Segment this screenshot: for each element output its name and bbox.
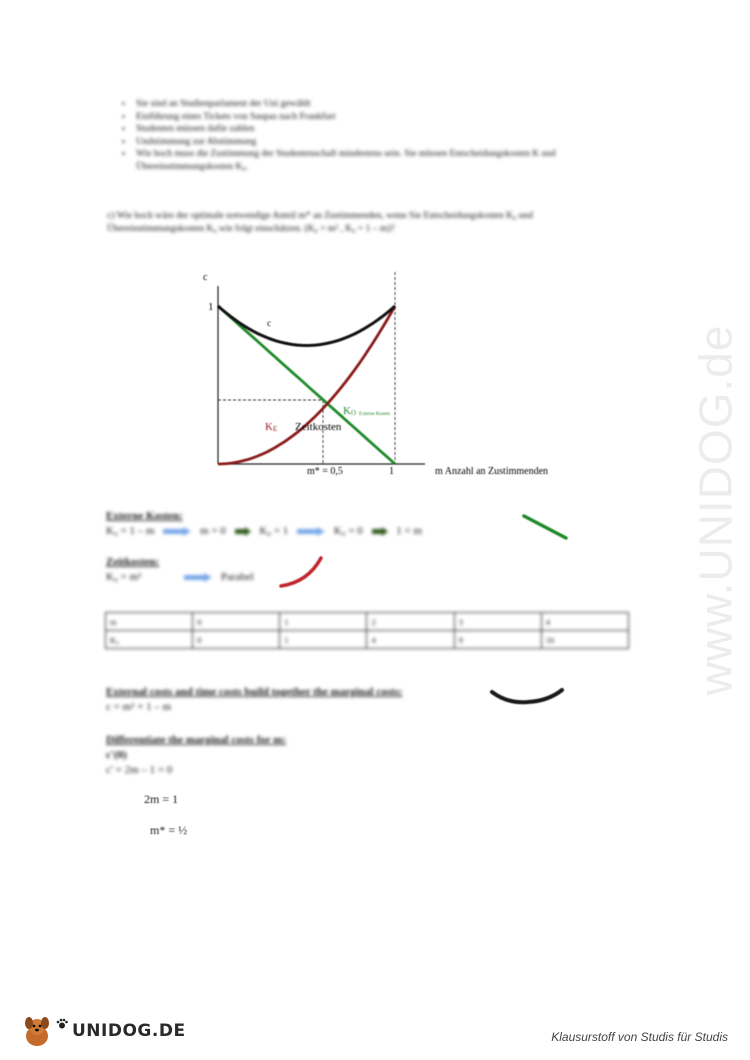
table-cell: 0 bbox=[193, 613, 280, 631]
ko-label: KO Externe Kosten bbox=[343, 405, 390, 417]
table-row bbox=[106, 631, 629, 649]
watermark bbox=[655, 280, 750, 740]
table-cell: 9 bbox=[454, 631, 541, 649]
time-costs-result: Parabel bbox=[220, 571, 254, 583]
bullet-item: ▪ Studenten müssen dafür zahlen bbox=[118, 123, 598, 136]
footer-tagline: Klausurstoff von Studis für Studis bbox=[551, 1030, 728, 1044]
table-cell: 4 bbox=[541, 613, 628, 631]
time-costs-heading: Zeitkosten: bbox=[106, 556, 160, 568]
intro-bullet-list bbox=[118, 98, 598, 173]
green-arrow-icon bbox=[372, 527, 388, 536]
question-text: c) Wie hoch wäre der optimale notwendige Anteil m* an Zustimmenden, wenn Sie Entscheidungskosten K₀ und Übereinstimmungskosten K₀ wie folgt einschätzen. (K₀ = m² , K₀ = 1 – m)? bbox=[107, 211, 533, 234]
table-cell: 2 bbox=[367, 613, 454, 631]
y-tick-label: 1 bbox=[208, 301, 214, 313]
series-line-ko bbox=[218, 306, 395, 464]
bullet-item: ▪ Undstimmung zur Abstimmung bbox=[118, 136, 598, 149]
time-costs-row bbox=[106, 571, 254, 583]
series-line-c bbox=[218, 306, 395, 346]
x-tick-label: 1 bbox=[389, 466, 394, 477]
watermark-text: www.UNIDOG.de bbox=[689, 324, 742, 696]
blue-arrow-icon bbox=[297, 527, 325, 536]
external-costs-heading-row bbox=[106, 510, 183, 522]
diff-line-1: c' = 2m – 1 = 0 bbox=[106, 764, 173, 776]
table-cell: K₀ bbox=[106, 631, 193, 649]
paw-icon bbox=[56, 1018, 68, 1030]
cost-chart bbox=[195, 268, 595, 483]
table-cell: 0 bbox=[193, 631, 280, 649]
time-costs-formula: K₀ = m² bbox=[106, 571, 142, 583]
black-curve-sketch-icon bbox=[488, 684, 568, 708]
footer-logo[interactable] bbox=[20, 1014, 186, 1048]
time-costs-heading-row bbox=[106, 556, 159, 568]
external-step-4: 1 = m bbox=[396, 525, 423, 537]
x-axis-label: m Anzahl an Zustimmenden bbox=[435, 466, 549, 477]
marginal-formula: c = m² + 1 – m bbox=[106, 701, 172, 713]
marginal-heading-row bbox=[106, 686, 402, 698]
table-row bbox=[106, 613, 629, 631]
diff-heading-row bbox=[106, 734, 286, 746]
external-step-3: K₀ = 0 bbox=[333, 525, 363, 537]
external-costs-formula: K₀ = 1 – m bbox=[106, 525, 155, 537]
table-cell: 4 bbox=[367, 631, 454, 649]
ke-label: KE bbox=[265, 421, 278, 433]
zeitkosten-label: Zeitkosten bbox=[295, 421, 342, 433]
green-arrow-icon bbox=[235, 527, 251, 536]
external-step-2: K₀ = 1 bbox=[259, 525, 289, 537]
diff-line-2: 2m = 1 bbox=[144, 792, 179, 806]
red-parabola-sketch-icon bbox=[278, 554, 326, 590]
diff-sub: c'(0) bbox=[106, 749, 127, 761]
table-cell: 16 bbox=[541, 631, 628, 649]
table-cell: 1 bbox=[280, 613, 367, 631]
table-cell: 3 bbox=[454, 613, 541, 631]
table-cell: 1 bbox=[280, 631, 367, 649]
y-axis-label: c bbox=[203, 272, 208, 283]
bullet-item: ▪ Wie hoch muss die Zustimmung der Studentenschaft mindestens sein. Sie müssen Entscheidungskosten K und Übereinstimmungskosten K₀. bbox=[118, 148, 598, 173]
blue-arrow-icon bbox=[163, 527, 191, 536]
dog-mascot-icon bbox=[20, 1014, 54, 1048]
diff-line-3: m* = ½ bbox=[150, 823, 188, 837]
external-costs-heading: Externe Kosten: bbox=[106, 510, 183, 522]
external-step-1: m = 0 bbox=[200, 525, 226, 537]
bullet-item: ▪ Sie sind an Studienparlament der Uni gewählt bbox=[118, 98, 598, 111]
m-star-label: m* = 0,5 bbox=[307, 466, 343, 477]
values-table bbox=[105, 612, 629, 649]
external-costs-row bbox=[106, 525, 422, 537]
marginal-heading: External costs and time costs build together the marginal costs: bbox=[106, 686, 403, 698]
logo-text: UNIDOG.DE bbox=[72, 1021, 186, 1041]
c-curve-label: c bbox=[267, 318, 271, 328]
bullet-item: ▪ Einführung eines Tickets von Saupas nach Frankfurt bbox=[118, 111, 598, 124]
green-line-sketch-icon bbox=[522, 512, 570, 542]
table-cell: m bbox=[106, 613, 193, 631]
diff-heading: Differentiate the marginal costs for m: bbox=[106, 734, 287, 746]
blue-arrow-icon bbox=[184, 573, 212, 582]
